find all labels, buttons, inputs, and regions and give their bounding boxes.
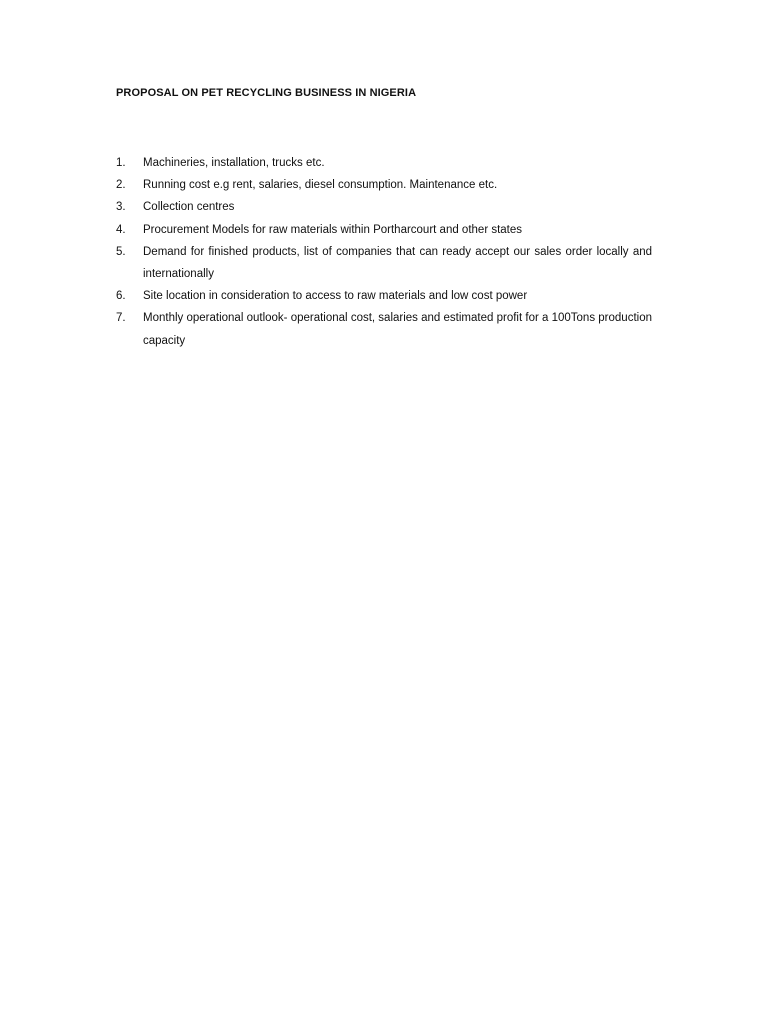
list-item-text: Running cost e.g rent, salaries, diesel consumption. Maintenance etc. <box>143 179 498 192</box>
list-item <box>116 285 652 307</box>
list-item-text: Collection centres <box>143 201 235 214</box>
list-item <box>116 219 652 241</box>
list-item-text: Machineries, installation, trucks etc. <box>143 157 325 169</box>
list-item-number: 5. <box>116 245 126 258</box>
list-item <box>116 241 652 285</box>
list-item-text: Demand for finished products, list of companies that can ready accept our sales order locally and internationally <box>143 245 652 281</box>
list-item-text: Procurement Models for raw materials within Portharcourt and other states <box>143 223 523 236</box>
list-item <box>116 196 652 218</box>
list-item-number: 3. <box>116 201 126 214</box>
list-item <box>116 152 652 174</box>
list-item-number: 7. <box>116 312 126 325</box>
list-item <box>116 174 652 196</box>
list-item-number: 2. <box>116 179 126 192</box>
list-item-text: Site location in consideration to access to raw materials and low cost power <box>143 290 528 303</box>
list-item-number: 6. <box>116 290 126 303</box>
list-item-number: 1. <box>116 157 126 169</box>
list-item-text: Monthly operational outlook- operational cost, salaries and estimated profit for a 100Tons production capacity <box>143 312 652 347</box>
list-item <box>116 307 652 351</box>
proposal-list <box>116 152 652 352</box>
list-item-number: 4. <box>116 223 126 236</box>
document-title: PROPOSAL ON PET RECYCLING BUSINESS IN NIGERIA <box>116 87 417 99</box>
